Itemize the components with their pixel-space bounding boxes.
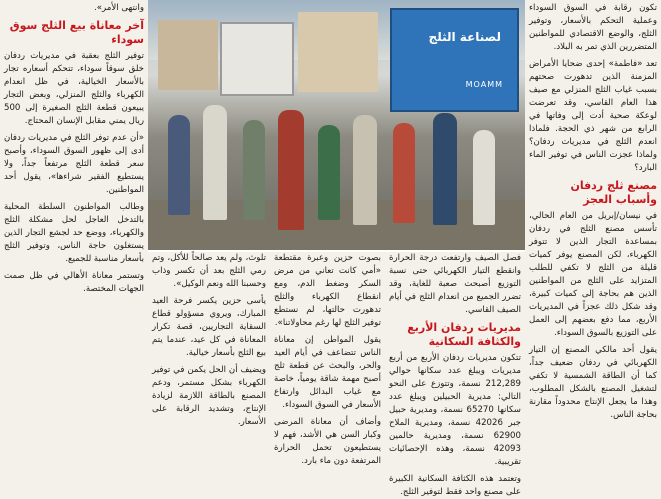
column-3 — [270, 250, 385, 470]
truck-sign: لصناعة الثلج — [428, 30, 501, 44]
photo-truck-cab — [220, 22, 294, 96]
col5-paragraph-2: «أن عدم توفر الثلج في مديريات ردفان أدى إلى ظهور السوق السوداء، وأصبح سعر قطعة الثلج مرتفعاً جداً، ولا يستطيع الفقير شراءها»، يقول أحد المواطنين. — [4, 133, 144, 195]
col1-paragraph-3: في نيسان/إبريل من العام الحالي، تأسس مصنع الثلج في ردفان بمساعدة التجار الذين لا تتوفر الكهرباء، لكن المصنع يوفر كميات قليلة من الثلج لا تكفي للطلب المتزايد على الثلج من المواطنين الذين هم بحاجة إلى كميات كبيرة، وقد شكل ذلك عجزاً في المديريات الأربع، مما دفع بعضهم إلى العمل على التوزيع بالسوق السوداء. — [529, 211, 657, 338]
column-2 — [385, 250, 525, 497]
person — [168, 115, 190, 215]
col2-heading: مديريات ردفان الأربع والكثافة السكانية — [407, 321, 521, 348]
col5-paragraph-3: وطالب المواطنون السلطة المحلية بالتدخل العاجل لحل مشكلة الثلج والكهرباء، ووضع حد لجشع التجار الذين يستغلون حاجة الناس، وتوفير الثلج بأسعار مناسبة للجميع. — [4, 202, 144, 264]
col2-paragraph-2: تتكون مديريات ردفان الأربع من أربع مديريات ويبلغ عدد سكانها حوالي 212,289 نسمة، وتتوزع على النحو التالي: مديرية الحبيلين ويبلغ عدد سكانها 65270 نسمة، ومديرية حبيل جبر 42026 نسمة، ومديرية الملاح 62900 نسمة، ومديرية حالمين 42093 نسمة، وهذه الإحصائيات تقريبية. — [389, 353, 521, 467]
column-4 — [148, 250, 270, 470]
col5-paragraph-4: وتستمر معاناة الأهالي في ظل صمت الجهات المختصة. — [4, 271, 144, 294]
person — [353, 115, 377, 225]
person — [203, 105, 227, 220]
person — [473, 130, 495, 225]
col5-heading: آخر معاناة بيع الثلج سوق سوداء — [9, 19, 144, 46]
col1-heading: مصنع ثلج ردفان وأسباب العجز — [570, 179, 657, 206]
column-1 — [525, 0, 661, 470]
col3-paragraph-3: وأضاف أن معاناة المرضى وكبار السن هي الأشد، فهم لا يستطيعون تحمل الحرارة المرتفعة دون ماء بارد. — [274, 417, 381, 466]
col5-paragraph-1: توفير الثلج بعقبة في مديريات ردفان خلق سوقاً سوداء، تتحكم أسعاره تجار بالأسعار الخيالية، في ظل انعدام الكهرباء والثلج المنزلي، وبعض التجار يبيعون قطعة الثلج الصغيرة إلى 500 ريال يمني مقابل الإنسان المحتاج. — [4, 51, 144, 126]
col2-paragraph-3: وتعتمد هذه الكثافة السكانية الكبيرة على مصنع واحد فقط لتوفير الثلج. — [389, 474, 521, 497]
col1-paragraph-2: تعد «فاطمة» إحدى ضحايا الأمراض المزمنة الذين تدهورت صحتهم بسبب غياب الثلج المنزلي مع صيف هذا العام القاسي، وقد تعرضت لوعكة صحية أدت إلى وفاتها في الرابع من شهر ذي الحجة. فلماذا انعدم الثلج في مديريات ردفان؟ ولماذا عجزت الناس في توفير الماء البارد؟ — [529, 59, 657, 173]
news-photo — [148, 0, 525, 252]
photo-building-left — [158, 20, 218, 90]
col2-paragraph-1: فصل الصيف وارتفعت درجة الحرارة وانقطع التيار الكهربائي حتى نسبة التوزيع أصبحت صعبة للغاية، وقد تضرر الجميع من انعدام الثلج في أيام الصيف القاسي. — [389, 253, 521, 315]
photo-building-center — [298, 12, 378, 92]
col3-paragraph-2: يقول المواطن إن معاناة الناس تتضاعف في أيام العيد والحر، والبحث عن قطعة ثلج أصبح مهمة شاقة يومياً، خاصة مع غياب البدائل وارتفاع الأسعار في السوق السوداء. — [274, 335, 381, 410]
person — [278, 110, 304, 230]
col3-paragraph-1: بصوت حزين وعبرة مقتطعة «أمي كانت تعاني من مرض السكر وضغط الدم، ومع انقطاع الكهرباء والثلج تدهورت حالتها، لم نستطع توفير الثلج لها رغم محاولاتنا». — [274, 253, 381, 328]
col5-paragraph-0: وانتهى الأمر». — [93, 3, 144, 13]
col1-paragraph-1: تكون رقابة في السوق السوداء وعملية التحكم بالأسعار، وتوفير الثلج، والوضع الاقتصادي للمواطنين المتضررين الذي تمر به البلاد. — [529, 3, 657, 52]
truck-brand: MOAMM — [465, 80, 503, 89]
col4-paragraph-1: تلوث، ولم يعد صالحاً للأكل، وتم رمي الثلج بعد أن تكسر وذاب وحسبنا الله ونعم الوكيل». — [152, 253, 266, 289]
person — [243, 120, 265, 220]
col4-paragraph-3: ويضيف أن الحل يكمن في توفير الكهرباء بشكل مستمر، ودعم المصنع بالطاقة اللازمة لزيادة الإنتاج، وتشديد الرقابة على الأسعار. — [152, 365, 266, 427]
col4-paragraph-2: يأسى حزين يكسر فرحة العيد المبارك، ويروي مسؤولو قطاع السقاية التجاريين، قصة تكرار المعاناة في كل عيد، عندما يتم بيع الثلج بأسعار خيالية. — [152, 296, 266, 358]
person — [393, 123, 415, 223]
col1-paragraph-4: يقول أحد مالكي المصنع إن التيار الكهربائي في ردفان ضعيف جداً، كما أن الطاقة الشمسية لا تكفي لتشغيل المصنع بالشكل المطلوب، وهذا ما يجعل الإنتاج محدوداً مقارنة بحاجة الناس. — [529, 345, 657, 420]
photo-crowd — [148, 95, 525, 250]
person — [318, 125, 340, 220]
person — [433, 113, 457, 225]
column-5 — [0, 0, 148, 470]
